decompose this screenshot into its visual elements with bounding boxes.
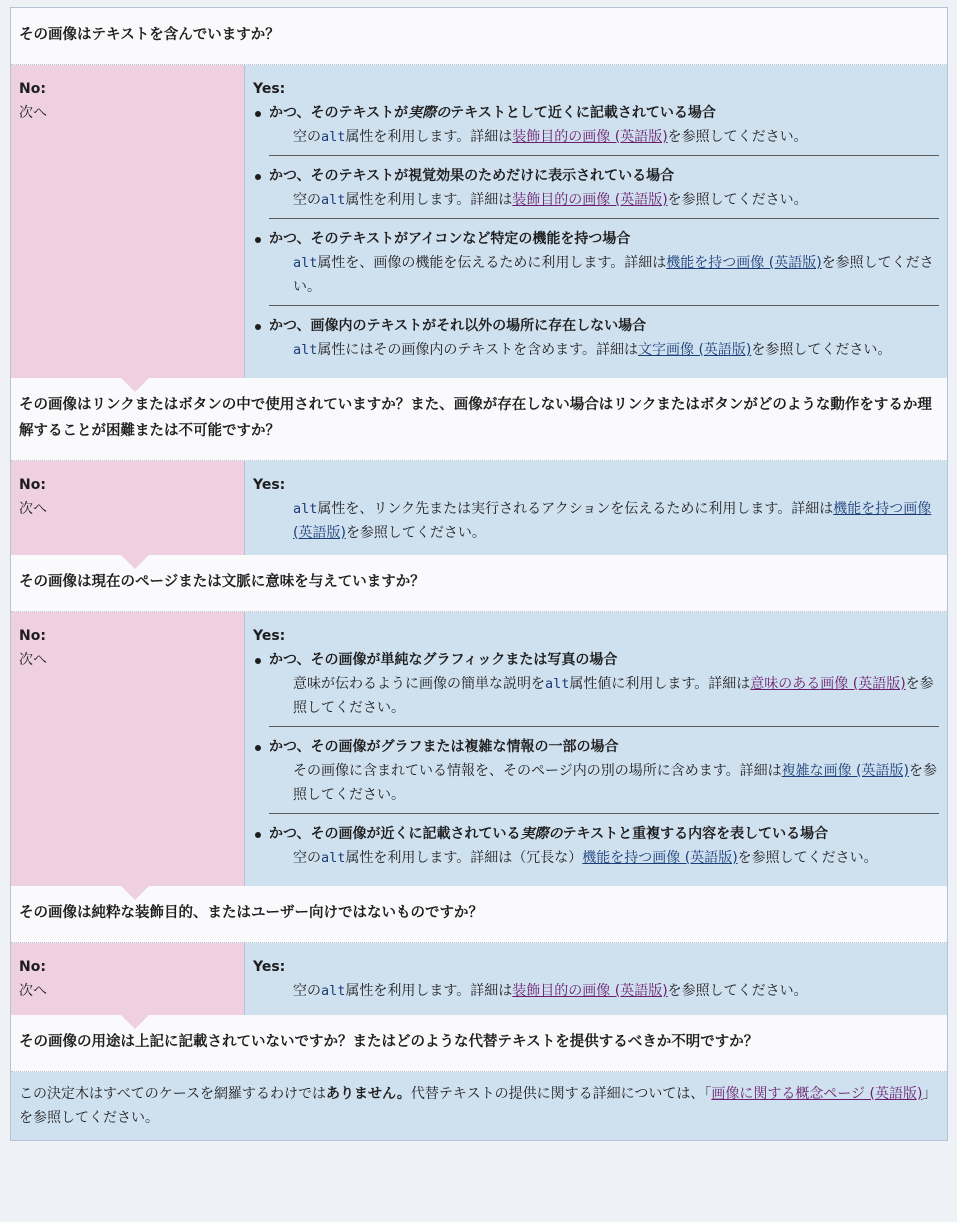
condition-list (253, 648, 939, 876)
yes-label: Yes: (253, 477, 286, 493)
functional-images-link[interactable]: 機能を持つ画像 (英語版) (293, 501, 932, 541)
next-arrow-icon (121, 886, 149, 900)
answer-row-3 (11, 612, 947, 886)
no-column (11, 612, 244, 886)
decorative-images-link[interactable]: 装飾目的の画像 (英語版) (512, 983, 668, 999)
guidance: alt属性を、画像の機能を伝えるために利用します。詳細は機能を持つ画像 (英語版)を参照してください。 (293, 255, 934, 295)
guidance: その画像に含まれている情報を、そのページ内の別の場所に含めます。詳細は複雑な画像 (英語版)を参照してください。 (293, 763, 937, 803)
question-text: その画像はリンクまたはボタンの中で使用されていますか？また、画像が存在しない場合はリンクまたはボタンがどのような動作をするか理解することが困難または不可能ですか？ (19, 397, 932, 439)
next-label: 次へ (19, 983, 47, 999)
guidance: 空のalt属性を利用します。詳細は装飾目的の画像 (英語版)を参照してください。 (293, 983, 808, 999)
bullet-icon (255, 174, 261, 180)
guidance: 空のalt属性を利用します。詳細は装飾目的の画像 (英語版)を参照してください。 (293, 129, 808, 145)
decorative-images-link[interactable]: 装飾目的の画像 (英語版) (512, 129, 668, 145)
next-arrow-icon (121, 378, 149, 392)
question-text: その画像はテキストを含んでいますか？ (19, 27, 280, 43)
question-1 (11, 8, 947, 65)
complex-images-link[interactable]: 複雑な画像 (英語版) (781, 763, 909, 779)
list-item (269, 305, 939, 368)
yes-column (244, 612, 947, 886)
condition: かつ、その画像が近くに記載されている実際のテキストと重複する内容を表している場合 (269, 826, 829, 842)
next-arrow-icon (121, 1015, 149, 1029)
yes-label: Yes: (253, 81, 286, 97)
no-column (11, 65, 244, 378)
no-column (11, 943, 244, 1015)
list-item (269, 218, 939, 305)
answer-row-4 (11, 943, 947, 1015)
condition-list (253, 101, 939, 368)
images-of-text-link[interactable]: 文字画像 (英語版) (638, 342, 752, 358)
yes-column (244, 943, 947, 1015)
functional-images-link[interactable]: 機能を持つ画像 (英語版) (666, 255, 822, 271)
next-label: 次へ (19, 105, 47, 121)
no-label: No: (19, 628, 46, 644)
question-5 (11, 1015, 947, 1072)
next-arrow-icon (121, 555, 149, 569)
guidance: 意味が伝わるように画像の簡単な説明をalt属性値に利用します。詳細は意味のある画像 (英語版)を参照してください。 (293, 676, 934, 716)
no-label: No: (19, 959, 46, 975)
next-label: 次へ (19, 501, 47, 517)
guidance: alt属性にはその画像内のテキストを含めます。詳細は文字画像 (英語版)を参照してください。 (293, 342, 892, 358)
footer-note: この決定木はすべてのケースを網羅するわけではありません。代替テキストの提供に関する詳細については、「画像に関する概念ページ (英語版)」を参照してください。 (11, 1072, 947, 1140)
bullet-icon (255, 745, 261, 751)
answer-row-2 (11, 461, 947, 555)
question-text: その画像は現在のページまたは文脈に意味を与えていますか？ (19, 574, 425, 590)
condition: かつ、そのテキストが視覚効果のためだけに表示されている場合 (269, 168, 675, 184)
answer-row-1 (11, 65, 947, 378)
bullet-icon (255, 658, 261, 664)
bullet-icon (255, 237, 261, 243)
yes-label: Yes: (253, 628, 286, 644)
condition: かつ、そのテキストがアイコンなど特定の機能を持つ場合 (269, 231, 631, 247)
yes-column (244, 65, 947, 378)
functional-images-link[interactable]: 機能を持つ画像 (英語版) (582, 850, 738, 866)
condition: かつ、その画像がグラフまたは複雑な情報の一部の場合 (269, 739, 619, 755)
guidance: 空のalt属性を利用します。詳細は（冗長な）機能を持つ画像 (英語版)を参照してください。 (293, 850, 878, 866)
decision-tree (10, 7, 948, 1141)
condition: かつ、その画像が単純なグラフィックまたは写真の場合 (269, 652, 618, 668)
bullet-icon (255, 832, 261, 838)
question-4 (11, 886, 947, 943)
next-label: 次へ (19, 652, 47, 668)
guidance: alt属性を、リンク先または実行されるアクションを伝えるために利用します。詳細は機能を持つ画像 (英語版)を参照してください。 (293, 501, 932, 541)
list-item (269, 155, 939, 218)
yes-column (244, 461, 947, 555)
condition: かつ、画像内のテキストがそれ以外の場所に存在しない場合 (269, 318, 647, 334)
list-item (269, 813, 939, 876)
guidance: 空のalt属性を利用します。詳細は装飾目的の画像 (英語版)を参照してください。 (293, 192, 808, 208)
bullet-icon (255, 324, 261, 330)
question-3 (11, 555, 947, 612)
question-text: その画像の用途は上記に記載されていないですか？またはどのような代替テキストを提供するべきか不明ですか？ (19, 1034, 759, 1050)
condition: かつ、そのテキストが実際のテキストとして近くに記載されている場合 (269, 105, 716, 121)
list-item (269, 726, 939, 813)
yes-label: Yes: (253, 959, 286, 975)
images-concepts-link[interactable]: 画像に関する概念ページ (英語版) (711, 1086, 923, 1102)
list-item (269, 648, 939, 726)
question-text: その画像は純粋な装飾目的、またはユーザー向けではないものですか？ (19, 905, 483, 921)
informative-images-link[interactable]: 意味のある画像 (英語版) (750, 676, 906, 692)
no-column (11, 461, 244, 555)
question-2 (11, 378, 947, 461)
no-label: No: (19, 81, 46, 97)
decorative-images-link[interactable]: 装飾目的の画像 (英語版) (512, 192, 668, 208)
list-item (269, 101, 939, 155)
bullet-icon (255, 111, 261, 117)
no-label: No: (19, 477, 46, 493)
